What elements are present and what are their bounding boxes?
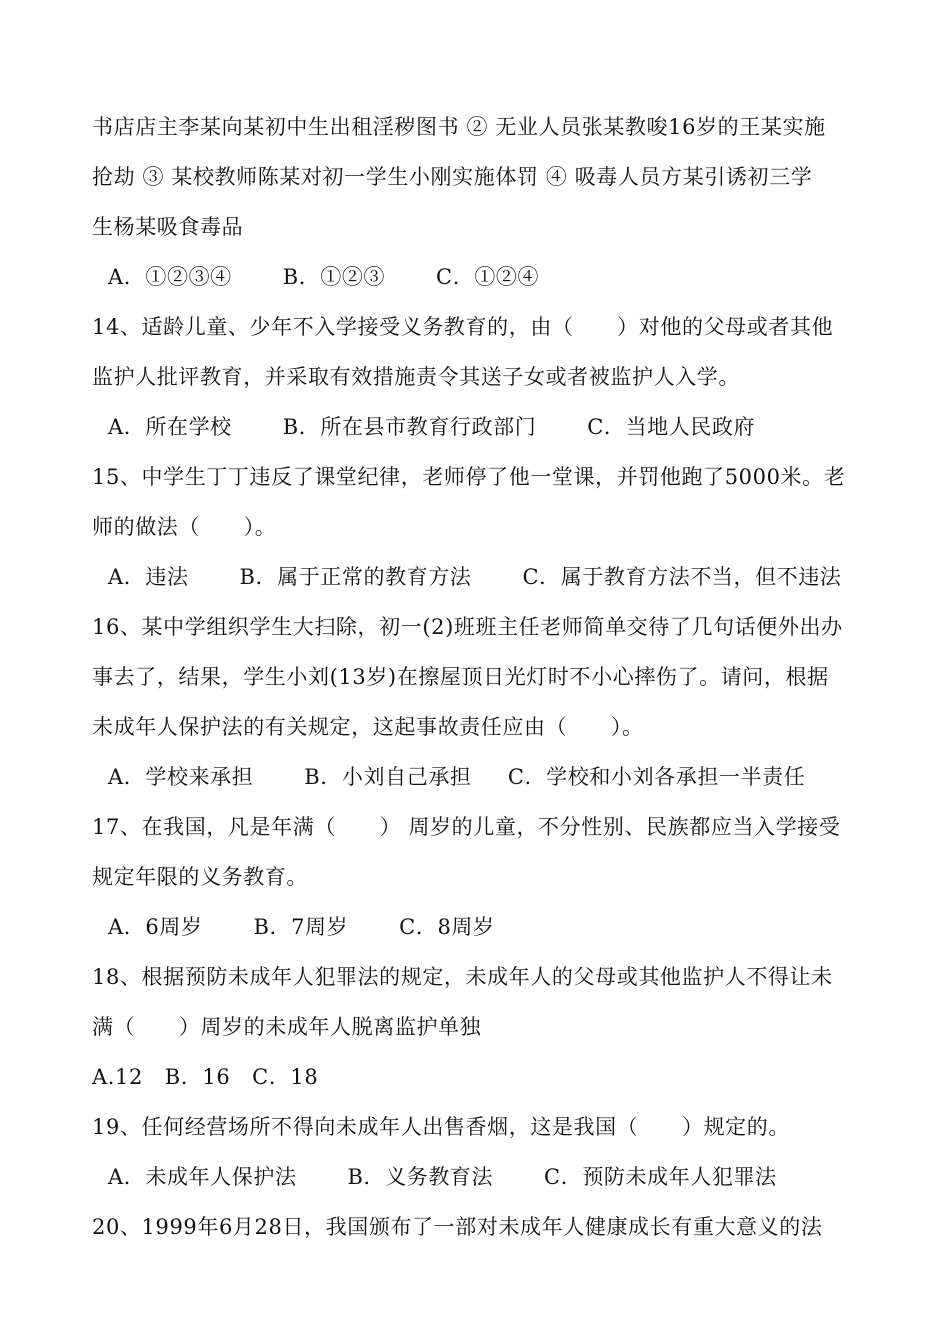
question-17-text-line-1: 17、在我国，凡是年满（ ） 周岁的儿童，不分性别、民族都应当入学接受 — [92, 815, 841, 839]
question-16-text-line-1: 16、某中学组织学生大扫除，初一(2)班班主任老师简单交待了几句话便外出办 — [92, 615, 843, 639]
question-13-text-line-3: 生杨某吸食毒品 — [92, 215, 244, 239]
question-13-text-line-1: 书店店主李某向某初中生出租淫秽图书 ② 无业人员张某教唆16岁的王某实施 — [92, 115, 826, 139]
question-14-text-line-1: 14、适龄儿童、少年不入学接受义务教育的，由（ ）对他的父母或者其他 — [92, 315, 834, 339]
question-18-text-line-2: 满（ ）周岁的未成年人脱离监护单独 — [92, 1015, 482, 1039]
question-18-options: A.12 B．16 C．18 — [92, 1065, 319, 1089]
document-page — [92, 102, 862, 1252]
question-18-text-line-1: 18、根据预防未成年人犯罪法的规定，未成年人的父母或其他监护人不得让未 — [92, 965, 833, 989]
question-14-text-line-2: 监护人批评教育，并采取有效措施责令其送子女或者被监护人入学。 — [92, 365, 740, 389]
question-19-text-line-1: 19、任何经营场所不得向未成年人出售香烟，这是我国（ ）规定的。 — [92, 1115, 790, 1139]
question-13-text-line-2: 抢劫 ③ 某校教师陈某对初一学生小刚实施体罚 ④ 吸毒人员方某引诱初三学 — [92, 165, 813, 189]
question-13-options: A．①②③④ B．①②③ C．①②④ — [108, 265, 540, 289]
question-16-text-line-3: 未成年人保护法的有关规定，这起事故责任应由（ ）。 — [92, 715, 644, 739]
question-16-options: A．学校来承担 B．小刘自己承担 C．学校和小刘各承担一半责任 — [108, 765, 806, 789]
question-17-options: A．6周岁 B．7周岁 C．8周岁 — [108, 915, 495, 939]
question-19-options: A．未成年人保护法 B．义务教育法 C．预防未成年人犯罪法 — [108, 1165, 777, 1189]
question-15-options: A．违法 B．属于正常的教育方法 C．属于教育方法不当，但不违法 — [108, 565, 842, 589]
question-15-text-line-2: 师的做法（ ）。 — [92, 515, 277, 539]
question-17-text-line-2: 规定年限的义务教育。 — [92, 865, 308, 889]
question-16-text-line-2: 事去了，结果，学生小刘(13岁)在擦屋顶日光灯时不小心摔伤了。请问，根据 — [92, 665, 829, 689]
question-15-text-line-1: 15、中学生丁丁违反了课堂纪律，老师停了他一堂课，并罚他跑了5000米。老 — [92, 465, 846, 489]
question-14-options: A．所在学校 B．所在县市教育行政部门 C．当地人民政府 — [108, 415, 756, 439]
question-20-text-line-1: 20、1999年6月28日，我国颁布了一部对未成年人健康成长有重大意义的法 — [92, 1215, 823, 1239]
